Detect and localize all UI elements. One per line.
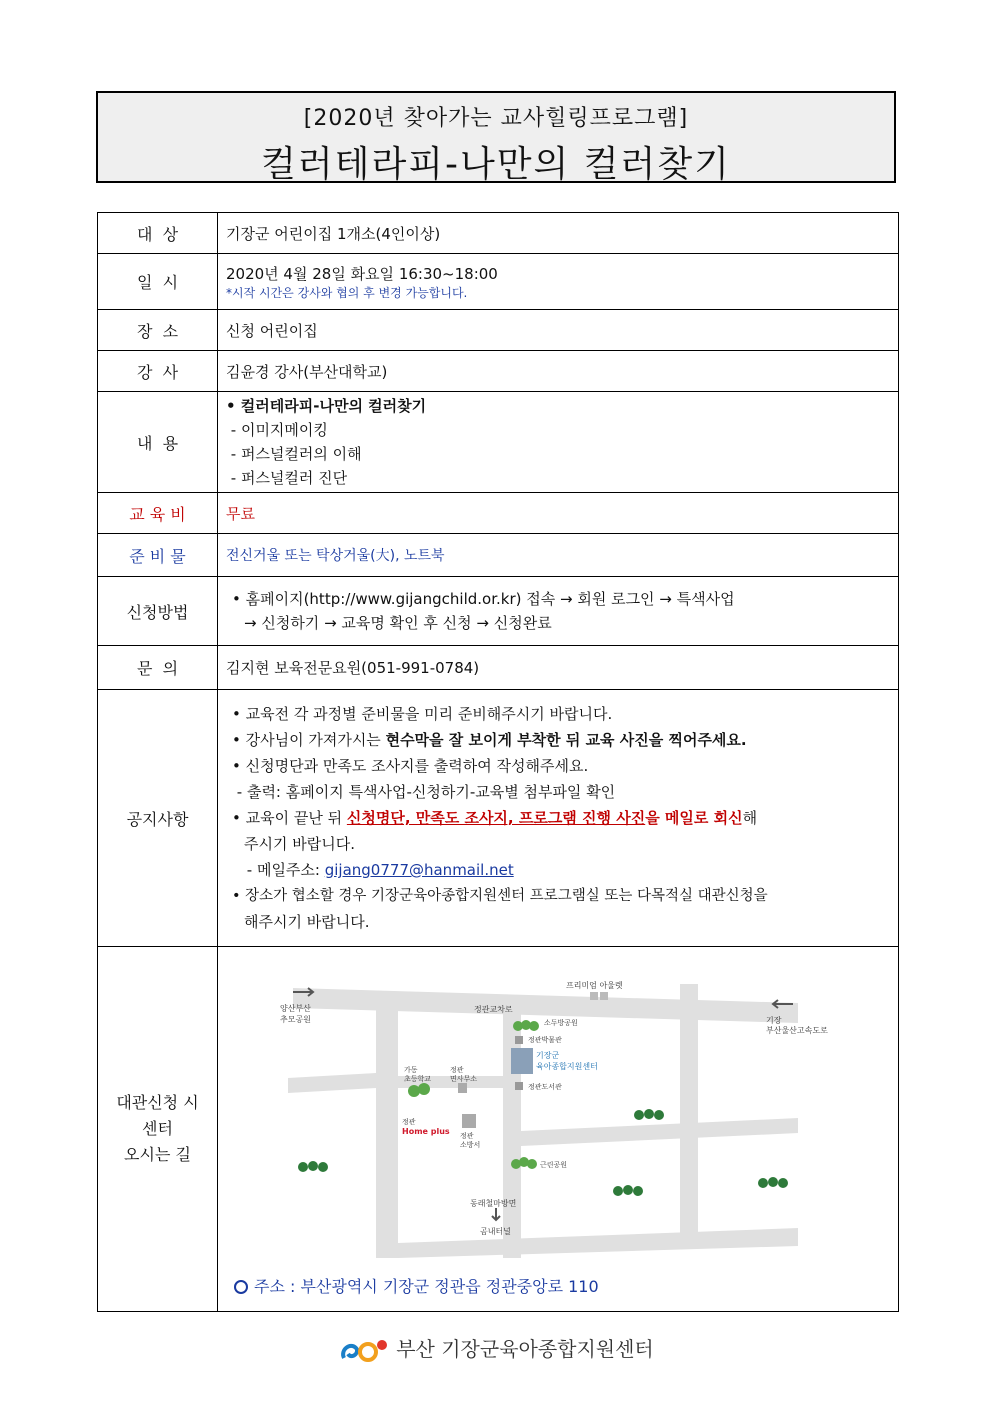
apply-line-1: • 홈페이지(http://www.gijangchild.or.kr) 접속 → 회원 로그인 → 특색사업	[232, 590, 735, 608]
map-label-tunnel: 곰내터널	[480, 1226, 511, 1236]
tree-icon	[644, 1109, 654, 1119]
arrows	[293, 988, 793, 1220]
map-label-expressway: 부산울산고속도로	[766, 1025, 828, 1035]
value-notice	[218, 690, 899, 947]
label-lecturer: 강 사	[98, 351, 218, 392]
outlet-icon	[590, 992, 598, 1000]
label-directions	[98, 947, 218, 1312]
map-label-outlet: 프리미엄 아울렛	[566, 980, 623, 990]
circle-bullet-icon	[234, 1280, 248, 1294]
content-item: - 퍼스널컬러 진단	[226, 469, 348, 487]
email-link[interactable]: gijang0777@hanmail.net	[324, 861, 514, 879]
row-place	[98, 310, 899, 351]
notice-emphasis: 현수막을 잘 보이게 부착한 뒤 교육 사진을 찍어주세요.	[385, 731, 747, 749]
map-cell	[218, 947, 899, 1312]
roads	[288, 984, 798, 1258]
footer-text: 부산 기장군육아종합지원센터	[396, 1337, 654, 1361]
map	[218, 948, 898, 1311]
footer	[0, 1333, 992, 1366]
road-top	[293, 988, 798, 1023]
value-place: 신청 어린이집	[218, 310, 899, 351]
map-label-neighborhood-park: 근린공원	[540, 1160, 568, 1169]
label-fee: 교 육 비	[98, 493, 218, 534]
map-label-museum: 정관박물관	[528, 1035, 562, 1044]
map-label-library: 정관도서관	[528, 1082, 562, 1091]
directions-label-3: 오시는 길	[124, 1145, 191, 1164]
map-label-center-2: 육아종합지원센터	[536, 1061, 598, 1071]
map-label-gadong-2: 초등학교	[404, 1074, 432, 1083]
address-text: 주소 : 부산광역시 기장군 정관읍 정관중앙로 110	[254, 1276, 599, 1296]
arrow-down-icon	[492, 1208, 500, 1220]
notice-line	[232, 805, 890, 831]
address	[234, 1274, 599, 1297]
tree-icon	[623, 1185, 633, 1195]
notice-text: - 메일주소:	[242, 861, 325, 879]
road-right-vertical	[680, 984, 698, 1244]
value-supplies: 전신거울 또는 탁상거울(大), 노트북	[218, 534, 899, 577]
label-content: 내 용	[98, 392, 218, 493]
road-cross-2	[521, 1118, 798, 1146]
road-cross-left	[288, 1073, 376, 1093]
library-icon	[515, 1082, 523, 1090]
row-lecturer	[98, 351, 899, 392]
tree-icon	[634, 1110, 644, 1120]
row-inquiry	[98, 646, 899, 690]
row-directions	[98, 947, 899, 1312]
notice-line: - 출력: 홈페이지 특색사업-신청하기-교육별 첨부파일 확인	[232, 783, 616, 801]
tree-icon	[768, 1177, 778, 1187]
notice-line: • 장소가 협소할 경우 기장군육아종합지원센터 프로그램실 또는 다목적실 대관신청을	[232, 888, 768, 904]
notice-line: • 신청명단과 만족도 조사지를 출력하여 작성해주세요.	[232, 757, 589, 775]
directions-label-1: 대관신청 시	[116, 1093, 199, 1112]
label-notice: 공지사항	[98, 690, 218, 947]
title-sub: [2020년 찾아가는 교사힐링프로그램]	[303, 106, 689, 131]
notice-line: 해주시기 바랍니다.	[244, 913, 370, 931]
value-lecturer: 김윤경 강사(부산대학교)	[218, 351, 899, 392]
museum-icon	[515, 1036, 523, 1044]
row-target	[98, 213, 899, 254]
notice-line: 주시기 바랍니다.	[244, 835, 355, 853]
notice-red: 을 메일로 회신	[645, 809, 743, 827]
map-svg	[218, 948, 898, 1311]
park-icon	[529, 1021, 539, 1031]
apply-line-2: → 신청하기 → 교육명 확인 후 신청 → 신청완료	[244, 614, 552, 632]
notice-text: • 강사님이 가져가시는	[232, 731, 386, 749]
title-box	[96, 91, 896, 183]
tree-icon	[318, 1162, 328, 1172]
value-fee: 무료	[218, 493, 899, 534]
map-label-dongrae: 동래철마방면	[470, 1198, 517, 1208]
school-icon	[408, 1085, 420, 1097]
value-target: 기장군 어린이집 1개소(4인이상)	[218, 213, 899, 254]
row-apply	[98, 577, 899, 646]
road-left-vertical	[376, 996, 398, 1258]
firestation-icon	[462, 1114, 476, 1128]
notice-text: 해	[742, 809, 758, 827]
tree-icon	[298, 1162, 308, 1172]
row-content	[98, 392, 899, 493]
label-inquiry: 문 의	[98, 646, 218, 690]
center-building-icon	[511, 1048, 533, 1074]
map-label-gijang: 기장	[766, 1015, 782, 1025]
tree-icon	[308, 1161, 318, 1171]
label-datetime: 일 시	[98, 254, 218, 310]
road-bottom	[398, 1228, 798, 1258]
notice-line	[232, 727, 890, 753]
tree-icon	[778, 1178, 788, 1188]
map-label-office-2: 면사무소	[450, 1074, 478, 1083]
map-label-sodu-park: 소두방공원	[544, 1018, 578, 1027]
datetime-note: *시작 시간은 강사와 협의 후 변경 가능합니다.	[226, 285, 468, 300]
office-icon	[458, 1083, 467, 1093]
map-label-memorial: 추모공원	[280, 1014, 311, 1024]
tree-icon	[633, 1186, 643, 1196]
tree-icon	[758, 1178, 768, 1188]
datetime-text: 2020년 4월 28일 화요일 16:30~18:00	[226, 264, 498, 283]
notice-line: • 교육전 각 과정별 준비물을 미리 준비해주시기 바랍니다.	[232, 705, 613, 723]
map-label-fire-2: 소방서	[460, 1140, 481, 1149]
map-label-gadong-1: 가동	[404, 1065, 418, 1074]
notice-red-underline: 신청명단, 만족도 조사지, 프로그램 진행 사진	[346, 809, 646, 827]
value-datetime	[218, 254, 899, 310]
map-label-yangsan: 양산부산	[280, 1003, 311, 1013]
tree-icon	[613, 1186, 623, 1196]
label-target: 대 상	[98, 213, 218, 254]
map-label-junction: 정관교차로	[474, 1004, 513, 1014]
directions-label-2: 센터	[142, 1119, 173, 1138]
map-label-homeplus-2: Home plus	[402, 1126, 450, 1136]
map-label-fire-1: 정관	[460, 1131, 474, 1140]
value-inquiry: 김지현 보육전문요원(051-991-0784)	[218, 646, 899, 690]
value-apply	[218, 577, 899, 646]
tree-icon	[654, 1110, 664, 1120]
park-icon	[527, 1159, 537, 1169]
info-table	[97, 212, 899, 1312]
row-datetime	[98, 254, 899, 310]
label-place: 장 소	[98, 310, 218, 351]
label-apply: 신청방법	[98, 577, 218, 646]
outlet-icon	[600, 992, 608, 1000]
school-icon	[418, 1083, 430, 1095]
row-supplies	[98, 534, 899, 577]
title-main: 컬러테라피-나만의 컬러찾기	[261, 144, 731, 185]
map-label-center-1: 기장군	[536, 1050, 560, 1060]
notice-text: • 교육이 끝난 뒤	[232, 809, 347, 827]
center-logo-icon	[338, 1336, 390, 1366]
content-title: • 컬러테라피-나만의 컬러찾기	[226, 397, 427, 415]
value-content	[218, 392, 899, 493]
row-notice	[98, 690, 899, 947]
label-supplies: 준 비 물	[98, 534, 218, 577]
notice-line	[232, 857, 890, 883]
row-fee	[98, 493, 899, 534]
content-item: - 이미지메이킹	[226, 421, 328, 439]
map-label-homeplus-1: 정관	[402, 1117, 416, 1126]
map-label-office-1: 정관	[450, 1065, 464, 1074]
content-item: - 퍼스널컬러의 이해	[226, 445, 362, 463]
